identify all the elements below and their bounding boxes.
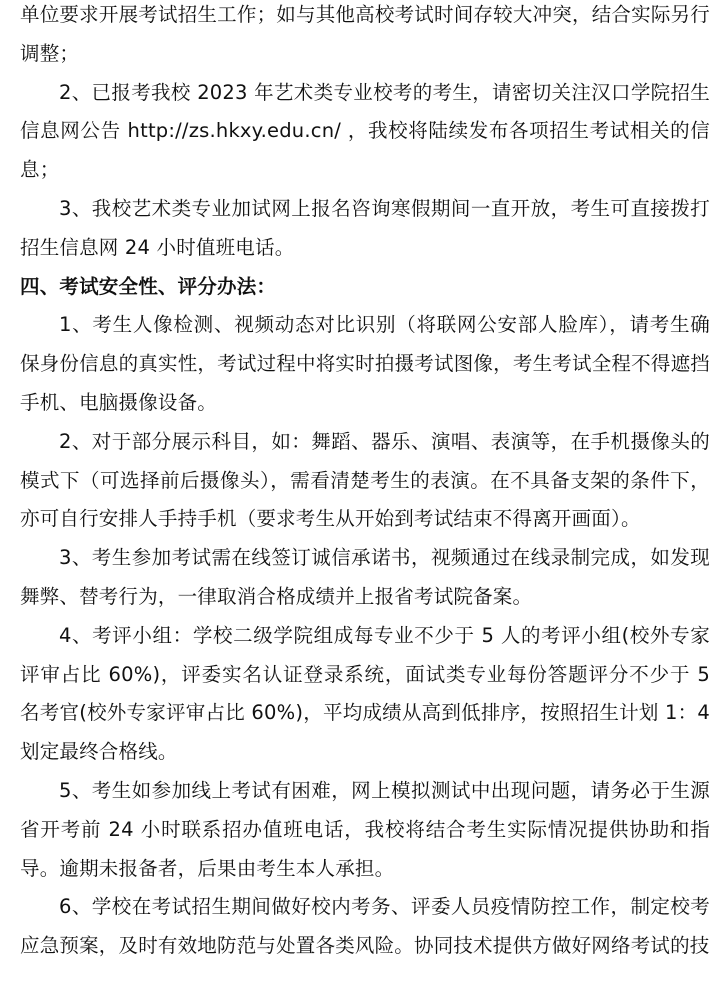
paragraph-item-4: 4、考评小组：学校二级学院组成每专业不少于 5 人的考评小组(校外专家评审占比 60%)，评委实名认证登录系统，面试类专业每份答题评分不少于 5 名考官(校外专家评审占比 60%)，平均成绩从高到低排序，按照招生计划 1：4 划定最终合格线。	[20, 623, 710, 764]
paragraph-item-3: 3、我校艺术类专业加试网上报名咨询寒假期间一直开放，考生可直接拨打招生信息网 24 小时值班电话。	[20, 196, 710, 259]
paragraph-item-6: 6、学校在考试招生期间做好校内考务、评委人员疫情防控工作，制定校考应急预案，及时有效地防范与处置各类风险。协同技术提供方做好网络考试的技	[20, 895, 710, 958]
section-heading-four: 四、考试安全性、评分办法：	[20, 274, 277, 298]
paragraph-item-5: 5、考生如参加线上考试有困难，网上模拟测试中出现问题，请务必于生源省开考前 24 小时联系招办值班电话，我校将结合考生实际情况提供协助和指导。逾期未报备者，后果由考生本人承担。	[20, 778, 710, 880]
paragraph-continuation: 单位要求开展考试招生工作；如与其他高校考试时间存较大冲突，结合实际另行调整；	[20, 3, 710, 65]
paragraph-item-3b: 3、考生参加考试需在线签订诚信承诺书，视频通过在线录制完成，如发现舞弊、替考行为，一律取消合格成绩并上报省考试院备案。	[20, 546, 710, 608]
paragraph-item-2b: 2、对于部分展示科目，如：舞蹈、器乐、演唱、表演等，在手机摄像头的模式下（可选择前后摄像头），需看清楚考生的表演。在不具备支架的条件下，亦可自行安排人手持手机（要求考生从开始到考试结束不得离开画面）。	[20, 429, 710, 531]
paragraph-item-2: 2、已报考我校 2023 年艺术类专业校考的考生，请密切关注汉口学院招生信息网公告 http://zs.hkxy.edu.cn/ ，我校将陆续发布各项招生考试相关的信息；	[20, 80, 710, 182]
paragraph-item-1: 1、考生人像检测、视频动态对比识别（将联网公安部人脸库），请考生确保身份信息的真实性，考试过程中将实时拍摄考试图像，考生考试全程不得遮挡手机、电脑摄像设备。	[20, 313, 710, 414]
